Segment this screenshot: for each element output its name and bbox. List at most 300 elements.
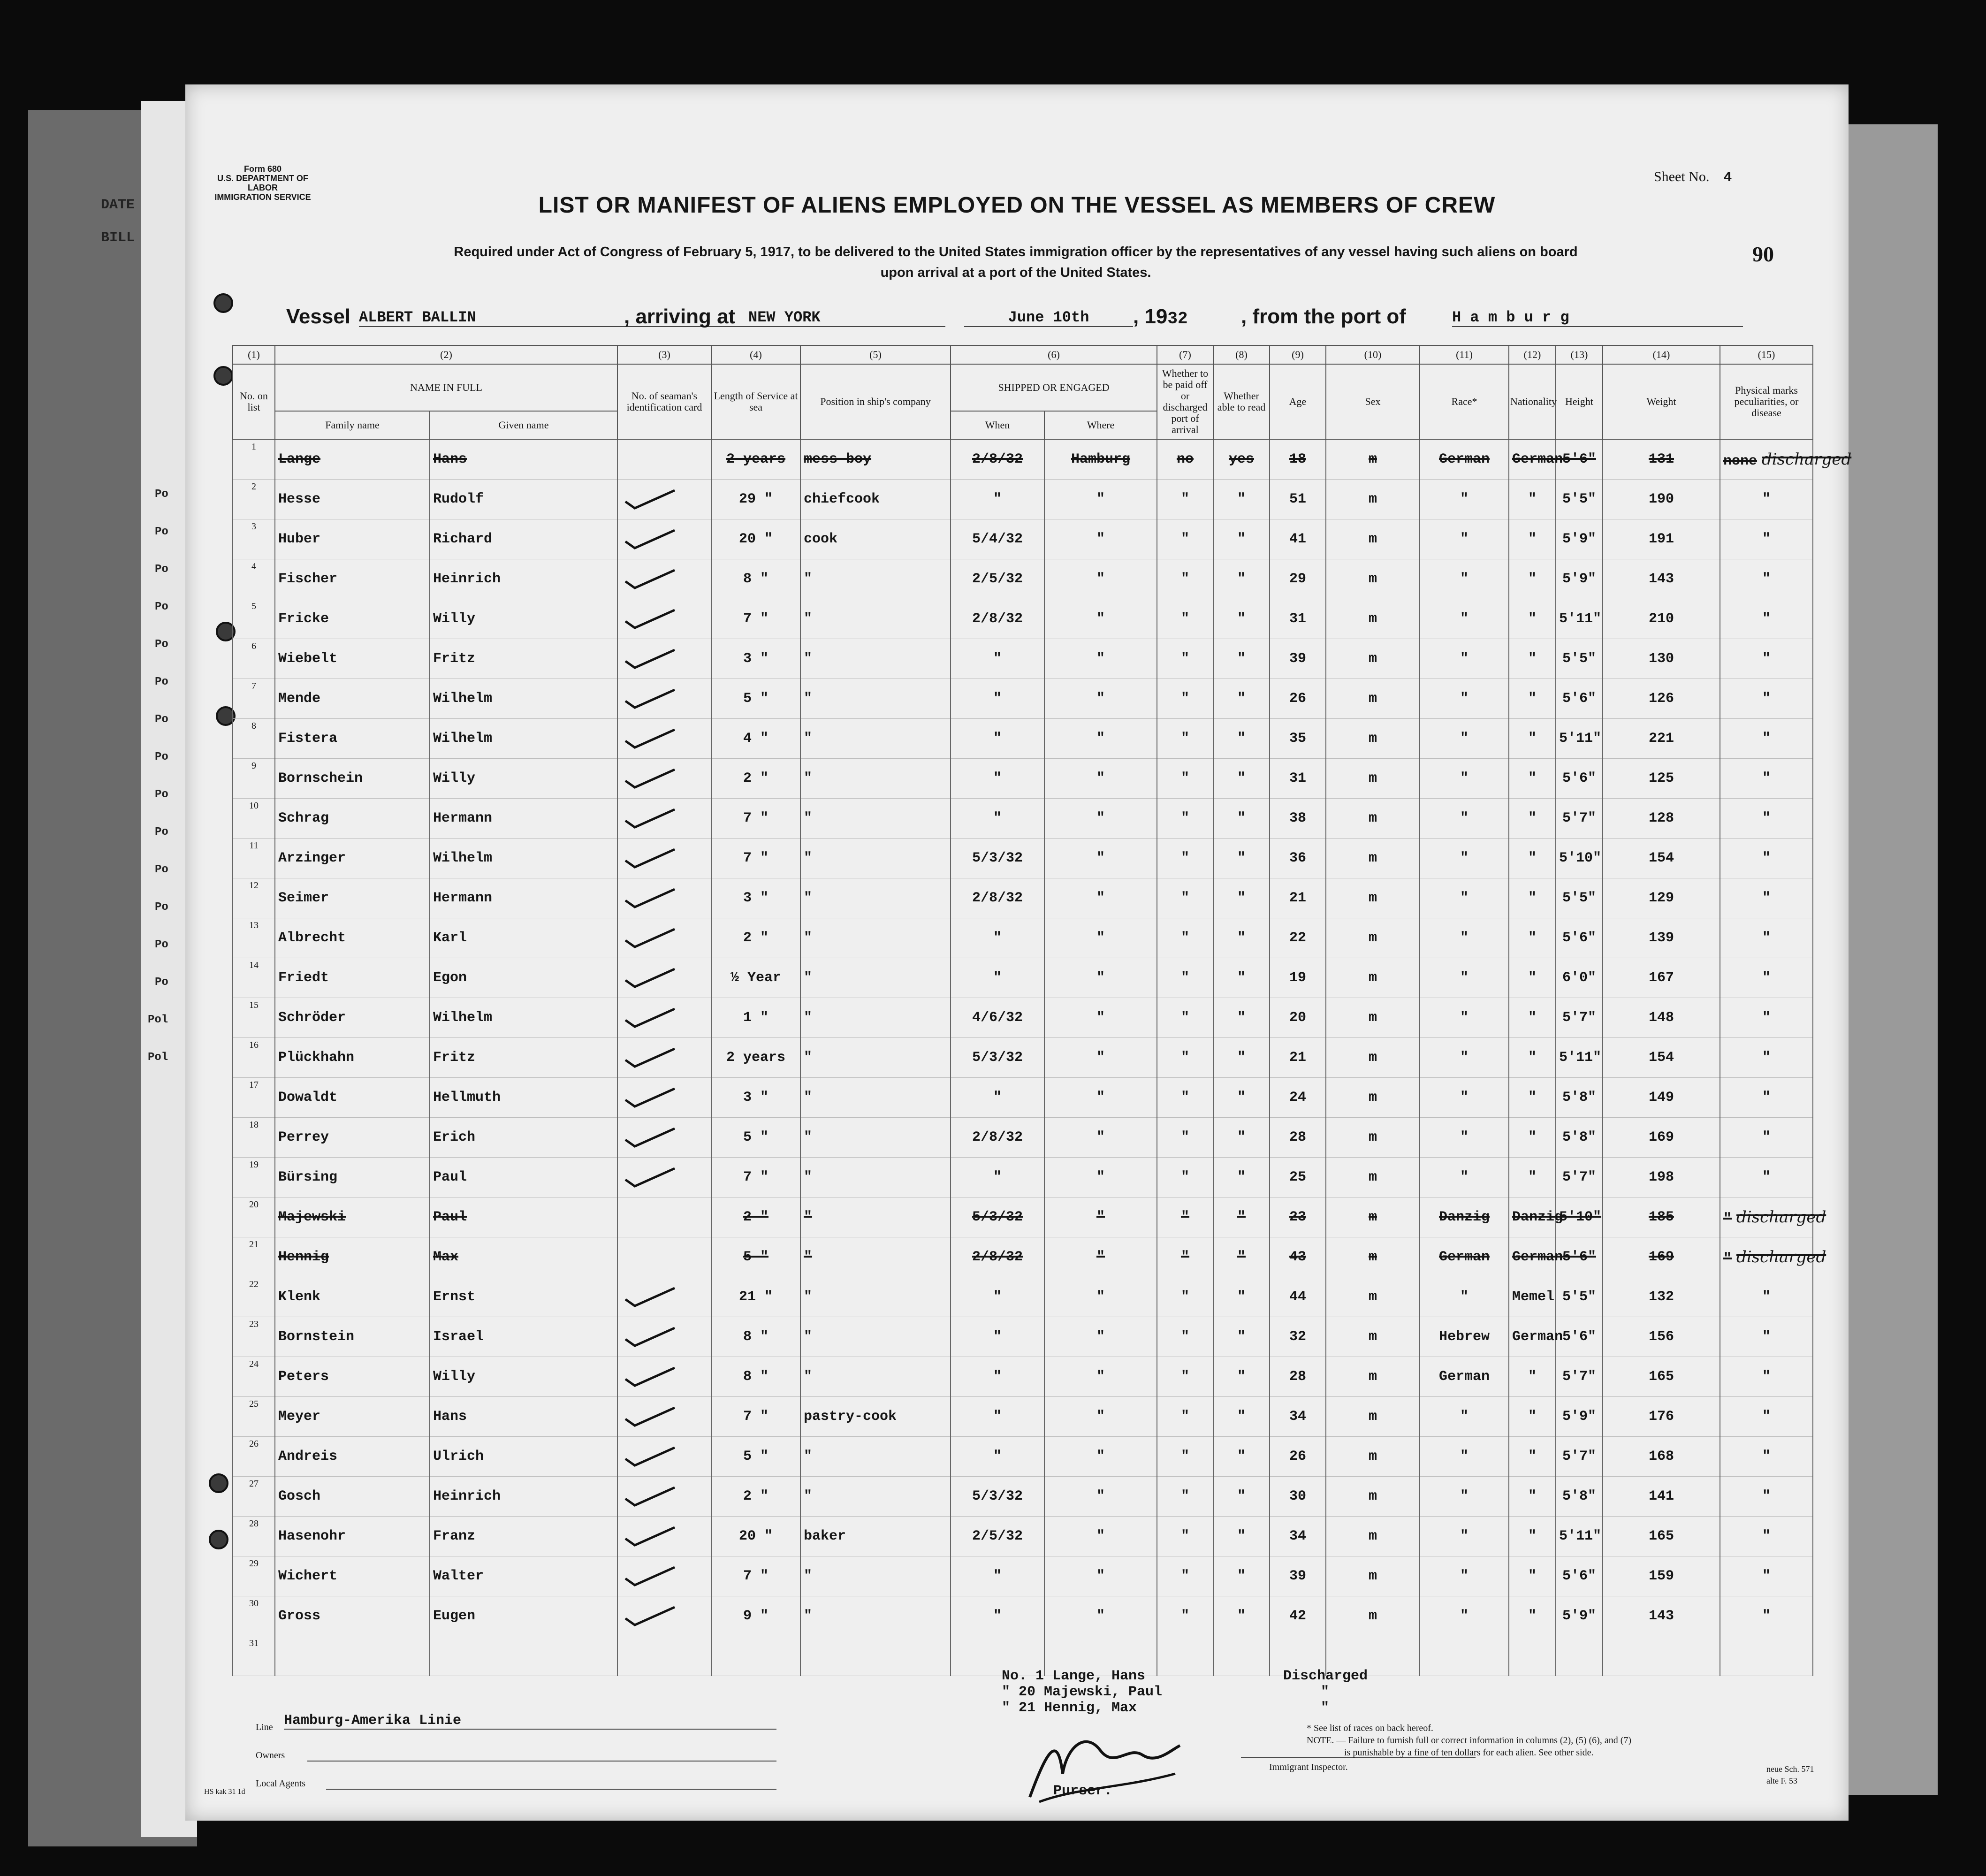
weight bbox=[1603, 799, 1720, 839]
paid-off bbox=[1157, 1556, 1213, 1596]
handwritten-note: discharged bbox=[1736, 1207, 1826, 1227]
seaman-id bbox=[617, 878, 711, 918]
paid-off bbox=[1157, 1477, 1213, 1517]
age-text: 51 bbox=[1289, 491, 1306, 507]
seaman-id bbox=[617, 1517, 711, 1556]
shipped-when-text: " bbox=[993, 651, 1002, 667]
race bbox=[1420, 1277, 1509, 1317]
checkmark-icon bbox=[621, 567, 677, 591]
margin-mark: Po bbox=[155, 976, 168, 989]
shipped-where-text: " bbox=[1096, 1169, 1105, 1185]
table-row bbox=[233, 719, 1813, 759]
row-number-text: 9 bbox=[251, 761, 256, 771]
height-text: 5'9" bbox=[1562, 571, 1596, 587]
position bbox=[800, 759, 951, 799]
nationality-text: " bbox=[1528, 1608, 1537, 1624]
family-name bbox=[275, 799, 430, 839]
shipped-when-text: 5/3/32 bbox=[972, 1050, 1023, 1066]
shipped-where bbox=[1044, 519, 1157, 559]
weight bbox=[1603, 1237, 1720, 1277]
weight bbox=[1603, 559, 1720, 599]
age bbox=[1270, 759, 1326, 799]
able-to-read-text: " bbox=[1237, 850, 1246, 866]
col-num: (10) bbox=[1326, 345, 1420, 364]
paid-off bbox=[1157, 799, 1213, 839]
ditto-mark: " bbox=[1321, 1700, 1330, 1716]
sex bbox=[1326, 1517, 1420, 1556]
row-number-text: 16 bbox=[249, 1040, 259, 1050]
weight-text: 128 bbox=[1648, 810, 1674, 826]
shipped-where bbox=[1044, 480, 1157, 519]
shipped-when bbox=[951, 1437, 1044, 1477]
shipped-where-text: " bbox=[1096, 491, 1105, 507]
physical-marks-text: " bbox=[1762, 651, 1771, 667]
given-name-text: Egon bbox=[433, 970, 467, 986]
given-name bbox=[430, 1397, 617, 1437]
sex-text: m bbox=[1368, 1568, 1377, 1584]
shipped-when-text: 2/8/32 bbox=[972, 611, 1023, 627]
height bbox=[1556, 1437, 1603, 1477]
able-to-read bbox=[1213, 1397, 1270, 1437]
row-number-text: 10 bbox=[249, 801, 259, 811]
nationality bbox=[1509, 1636, 1556, 1676]
manifest-sheet bbox=[185, 84, 1852, 1821]
col-num: (11) bbox=[1420, 345, 1509, 364]
arrival-port: NEW YORK bbox=[748, 309, 945, 327]
race-text: German bbox=[1438, 1249, 1490, 1265]
paid-off-text: " bbox=[1180, 691, 1189, 707]
family-name-text: Arzinger bbox=[278, 850, 346, 866]
family-name bbox=[275, 878, 430, 918]
nationality-text: " bbox=[1528, 1129, 1537, 1145]
able-to-read-text: " bbox=[1237, 491, 1246, 507]
able-to-read bbox=[1213, 559, 1270, 599]
shipped-when-text: " bbox=[993, 1090, 1002, 1106]
margin-mark: Po bbox=[155, 488, 168, 501]
age bbox=[1270, 439, 1326, 480]
seaman-id bbox=[617, 918, 711, 958]
shipped-where bbox=[1044, 1078, 1157, 1118]
seaman-id bbox=[617, 679, 711, 719]
age bbox=[1270, 1596, 1326, 1636]
physical-marks bbox=[1720, 639, 1813, 679]
service-length-text: 8 " bbox=[743, 1329, 769, 1345]
height-text: 5'7" bbox=[1562, 1449, 1596, 1464]
seaman-id bbox=[617, 1158, 711, 1197]
physical-marks bbox=[1720, 998, 1813, 1038]
shipped-where bbox=[1044, 599, 1157, 639]
physical-marks-text: " bbox=[1762, 1449, 1771, 1464]
given-name-text: Willy bbox=[433, 1369, 476, 1385]
service-length-text: 2 years bbox=[726, 451, 786, 467]
family-name bbox=[275, 639, 430, 679]
table-row bbox=[233, 1477, 1813, 1517]
sex bbox=[1326, 918, 1420, 958]
row-number-text: 19 bbox=[249, 1159, 259, 1170]
given-name-text: Hans bbox=[433, 1409, 467, 1425]
weight bbox=[1603, 1556, 1720, 1596]
height-text: 5'5" bbox=[1562, 1289, 1596, 1305]
height bbox=[1556, 1477, 1603, 1517]
table-row bbox=[233, 799, 1813, 839]
back-sheet-label-date: DATE bbox=[101, 197, 135, 213]
weight bbox=[1603, 918, 1720, 958]
department: U.S. DEPARTMENT OF LABOR bbox=[217, 174, 308, 192]
able-to-read bbox=[1213, 998, 1270, 1038]
seaman-id bbox=[617, 599, 711, 639]
age-text: 18 bbox=[1289, 451, 1306, 467]
paid-off-text: " bbox=[1180, 890, 1189, 906]
header-shipped: SHIPPED OR ENGAGED bbox=[951, 364, 1157, 411]
race-text: " bbox=[1460, 651, 1469, 667]
physical-marks-text: " bbox=[1762, 1129, 1771, 1145]
nationality bbox=[1509, 958, 1556, 998]
paid-off bbox=[1157, 1437, 1213, 1477]
race bbox=[1420, 439, 1509, 480]
agents-label: Local Agents bbox=[256, 1778, 306, 1789]
nationality bbox=[1509, 1038, 1556, 1078]
row-number bbox=[233, 519, 275, 559]
discharged-label bbox=[1283, 1668, 1368, 1716]
family-name-text: Andreis bbox=[278, 1449, 338, 1464]
given-name bbox=[430, 998, 617, 1038]
given-name bbox=[430, 1437, 617, 1477]
shipped-where bbox=[1044, 719, 1157, 759]
age-text: 39 bbox=[1289, 651, 1306, 667]
able-to-read-text: " bbox=[1237, 1488, 1246, 1504]
row-number-text: 30 bbox=[249, 1598, 259, 1609]
age bbox=[1270, 839, 1326, 878]
paid-off-text: " bbox=[1180, 1289, 1189, 1305]
service-length-text: ½ Year bbox=[730, 970, 782, 986]
position-text: " bbox=[804, 1449, 813, 1464]
race bbox=[1420, 878, 1509, 918]
weight bbox=[1603, 998, 1720, 1038]
table-row bbox=[233, 1517, 1813, 1556]
race-text: " bbox=[1460, 1528, 1469, 1544]
position-text: " bbox=[804, 1289, 813, 1305]
race bbox=[1420, 1477, 1509, 1517]
row-number bbox=[233, 1437, 275, 1477]
age bbox=[1270, 1317, 1326, 1357]
able-to-read bbox=[1213, 1357, 1270, 1397]
nationality bbox=[1509, 439, 1563, 480]
row-number-text: 21 bbox=[249, 1239, 259, 1250]
height-text: 5'6" bbox=[1562, 1329, 1596, 1345]
physical-marks bbox=[1720, 480, 1813, 519]
service-length bbox=[711, 1038, 800, 1078]
position bbox=[800, 918, 951, 958]
row-number bbox=[233, 1477, 275, 1517]
header-sex: Sex bbox=[1326, 364, 1420, 439]
height bbox=[1556, 799, 1603, 839]
nationality bbox=[1509, 839, 1556, 878]
race bbox=[1420, 839, 1509, 878]
margin-mark: Po bbox=[155, 526, 168, 538]
physical-marks-text: " bbox=[1762, 1090, 1771, 1106]
race bbox=[1420, 719, 1509, 759]
race-text: " bbox=[1460, 1289, 1469, 1305]
physical-marks-text: " bbox=[1762, 531, 1771, 547]
age bbox=[1270, 878, 1326, 918]
table-row bbox=[233, 519, 1813, 559]
service-length-text: 5 " bbox=[743, 1129, 769, 1145]
checkmark-icon bbox=[621, 1166, 677, 1189]
col-num: (3) bbox=[617, 345, 711, 364]
given-name-text: Paul bbox=[433, 1169, 467, 1185]
family-name-text: Gross bbox=[278, 1608, 321, 1624]
service-length-text: 5 " bbox=[743, 1449, 769, 1464]
sex-text: m bbox=[1368, 571, 1377, 587]
shipped-when-text: " bbox=[993, 970, 1002, 986]
height bbox=[1556, 559, 1603, 599]
race bbox=[1420, 1237, 1509, 1277]
height bbox=[1556, 679, 1603, 719]
shipped-when bbox=[951, 1158, 1044, 1197]
family-name-text: Peters bbox=[278, 1369, 329, 1385]
row-number bbox=[233, 878, 275, 918]
race bbox=[1420, 1118, 1509, 1158]
printer-code: HS kak 31 1d bbox=[204, 1788, 245, 1796]
checkmark-icon bbox=[621, 527, 677, 551]
nationality bbox=[1509, 599, 1556, 639]
margin-mark: Po bbox=[155, 788, 168, 801]
row-number-text: 28 bbox=[249, 1518, 259, 1529]
sex-text: m bbox=[1368, 810, 1377, 826]
race bbox=[1420, 1357, 1509, 1397]
seaman-id bbox=[617, 1038, 711, 1078]
race bbox=[1420, 799, 1509, 839]
shipped-where bbox=[1044, 759, 1157, 799]
row-number-text: 13 bbox=[249, 920, 259, 930]
shipped-where bbox=[1044, 559, 1157, 599]
margin-mark: Po bbox=[155, 826, 168, 839]
family-name bbox=[275, 918, 430, 958]
able-to-read bbox=[1213, 1437, 1270, 1477]
able-to-read-text: " bbox=[1237, 770, 1246, 786]
agents-line bbox=[326, 1789, 776, 1790]
sheet-value: 4 bbox=[1723, 170, 1732, 186]
shipped-when bbox=[951, 1197, 1044, 1237]
sex-text: m bbox=[1368, 1090, 1377, 1106]
able-to-read bbox=[1213, 439, 1270, 480]
given-name-text: Hellmuth bbox=[433, 1090, 501, 1106]
weight bbox=[1603, 1596, 1720, 1636]
family-name-text: Huber bbox=[278, 531, 321, 547]
form-number: Form 680 bbox=[243, 164, 282, 174]
age bbox=[1270, 1078, 1326, 1118]
position-text: " bbox=[804, 1050, 813, 1066]
position-text: " bbox=[804, 1249, 813, 1265]
able-to-read-text: " bbox=[1237, 1449, 1246, 1464]
service-length bbox=[711, 679, 800, 719]
height-text: 5'8" bbox=[1562, 1129, 1596, 1145]
row-number bbox=[233, 759, 275, 799]
discharge-entry: " 21 Hennig, Max bbox=[1002, 1700, 1137, 1716]
family-name-text: Hasenohr bbox=[278, 1528, 346, 1544]
margin-mark: Pol bbox=[148, 1051, 168, 1064]
age-text: 32 bbox=[1289, 1329, 1306, 1345]
physical-marks bbox=[1720, 1277, 1813, 1317]
checkmark-icon bbox=[621, 1086, 677, 1109]
weight bbox=[1603, 759, 1720, 799]
family-name bbox=[275, 839, 430, 878]
shipped-when bbox=[951, 439, 1044, 480]
able-to-read-text: " bbox=[1237, 571, 1246, 587]
nationality bbox=[1509, 759, 1556, 799]
header-race: Race* bbox=[1420, 364, 1509, 439]
col-num: (4) bbox=[711, 345, 800, 364]
able-to-read-text: " bbox=[1237, 970, 1246, 986]
shipped-when bbox=[951, 599, 1044, 639]
checkmark-icon bbox=[621, 807, 677, 830]
paid-off-text: " bbox=[1180, 1488, 1189, 1504]
row-number bbox=[233, 1038, 275, 1078]
age-text: 23 bbox=[1289, 1209, 1306, 1225]
service-length bbox=[711, 1237, 800, 1277]
position bbox=[800, 998, 951, 1038]
sex-text: m bbox=[1368, 1289, 1377, 1305]
sex bbox=[1326, 998, 1420, 1038]
given-name-text: Paul bbox=[433, 1209, 467, 1225]
table-row bbox=[233, 1437, 1813, 1477]
row-number-text: 24 bbox=[249, 1359, 259, 1369]
given-name bbox=[430, 599, 617, 639]
position bbox=[800, 1477, 951, 1517]
paid-off bbox=[1157, 599, 1213, 639]
service-length-text: 20 " bbox=[738, 531, 773, 547]
sex-text: m bbox=[1368, 930, 1377, 946]
nationality bbox=[1509, 719, 1556, 759]
race-text: " bbox=[1460, 1050, 1469, 1066]
physical-marks-text: " bbox=[1762, 890, 1771, 906]
family-name-text: Dowaldt bbox=[278, 1090, 338, 1106]
shipped-where bbox=[1044, 918, 1157, 958]
position bbox=[800, 639, 951, 679]
shipped-where-text: " bbox=[1096, 970, 1105, 986]
family-name-text: Bornstein bbox=[278, 1329, 355, 1345]
able-to-read bbox=[1213, 839, 1270, 878]
paid-off-text: " bbox=[1180, 1568, 1189, 1584]
paid-off bbox=[1157, 998, 1213, 1038]
family-name bbox=[275, 1237, 430, 1277]
margin-mark: Po bbox=[155, 638, 168, 651]
from-label: , from the port of bbox=[1241, 305, 1406, 328]
shipped-when-text: " bbox=[993, 1289, 1002, 1305]
service: IMMIGRATION SERVICE bbox=[214, 192, 311, 202]
row-number bbox=[233, 1357, 275, 1397]
page-number: 90 bbox=[1752, 242, 1774, 266]
given-name bbox=[430, 1118, 617, 1158]
position bbox=[800, 878, 951, 918]
family-name bbox=[275, 679, 430, 719]
family-name bbox=[275, 1078, 430, 1118]
given-name-text: Willy bbox=[433, 611, 476, 627]
sex bbox=[1326, 679, 1420, 719]
height-text: 5'10" bbox=[1559, 850, 1602, 866]
nationality bbox=[1509, 1397, 1556, 1437]
sex-text: m bbox=[1368, 1369, 1377, 1385]
position bbox=[800, 559, 951, 599]
age-text: 21 bbox=[1289, 890, 1306, 906]
paid-off-text: " bbox=[1180, 491, 1189, 507]
header-weight: Weight bbox=[1603, 364, 1720, 439]
shipped-where bbox=[1044, 1477, 1157, 1517]
nationality bbox=[1509, 1556, 1556, 1596]
height bbox=[1556, 719, 1603, 759]
service-length-text: 7 " bbox=[743, 611, 769, 627]
shipped-when bbox=[951, 998, 1044, 1038]
header-able-read: Whether able to read bbox=[1213, 364, 1270, 439]
paid-off-text: " bbox=[1180, 770, 1189, 786]
family-name bbox=[275, 719, 430, 759]
nationality-text: " bbox=[1528, 970, 1537, 986]
weight bbox=[1603, 1158, 1720, 1197]
checkmark-icon bbox=[621, 1564, 677, 1588]
nationality bbox=[1509, 1317, 1563, 1357]
shipped-when-text: " bbox=[993, 731, 1002, 747]
able-to-read-text: " bbox=[1237, 1528, 1246, 1544]
physical-marks bbox=[1720, 1477, 1813, 1517]
punch-hole-icon bbox=[213, 366, 233, 386]
paid-off bbox=[1157, 1277, 1213, 1317]
paid-off bbox=[1157, 1397, 1213, 1437]
paid-off-text: " bbox=[1180, 1249, 1189, 1265]
sex-text: m bbox=[1368, 1608, 1377, 1624]
checkmark-icon bbox=[621, 647, 677, 671]
height-text: 5'8" bbox=[1562, 1090, 1596, 1106]
service-length-text: 2 " bbox=[743, 930, 769, 946]
height-text: 5'6" bbox=[1562, 930, 1596, 946]
able-to-read-text: " bbox=[1237, 1249, 1246, 1265]
shipped-when bbox=[951, 958, 1044, 998]
family-name-text: Perrey bbox=[278, 1129, 329, 1145]
age bbox=[1270, 1038, 1326, 1078]
race bbox=[1420, 998, 1509, 1038]
paid-off bbox=[1157, 1596, 1213, 1636]
given-name bbox=[430, 1197, 617, 1237]
age-text: 26 bbox=[1289, 691, 1306, 707]
checkmark-icon bbox=[621, 966, 677, 990]
shipped-when bbox=[951, 719, 1044, 759]
physical-marks bbox=[1720, 1636, 1813, 1676]
sex bbox=[1326, 439, 1420, 480]
note-line-2: is punishable by a fine of ten dollars for each alien. See other side. bbox=[1344, 1747, 1594, 1758]
shipped-when-text: 2/5/32 bbox=[972, 571, 1023, 587]
paid-off-text: " bbox=[1180, 1090, 1189, 1106]
weight-text: 169 bbox=[1648, 1129, 1674, 1145]
row-number-text: 20 bbox=[249, 1199, 259, 1210]
physical-marks-text: " bbox=[1762, 970, 1771, 986]
age-text: 20 bbox=[1289, 1010, 1306, 1026]
age bbox=[1270, 559, 1326, 599]
weight-text: 125 bbox=[1648, 770, 1674, 786]
seaman-id bbox=[617, 1397, 711, 1437]
table-row bbox=[233, 759, 1813, 799]
nationality bbox=[1509, 1517, 1556, 1556]
service-length-text: 2 " bbox=[743, 770, 769, 786]
able-to-read bbox=[1213, 1277, 1270, 1317]
shipped-where bbox=[1044, 839, 1157, 878]
given-name-text: Rudolf bbox=[433, 491, 484, 507]
given-name-text: Hans bbox=[433, 451, 467, 467]
family-name bbox=[275, 1596, 430, 1636]
family-name bbox=[275, 1477, 430, 1517]
punch-hole-icon bbox=[209, 1473, 228, 1493]
physical-marks-text: " bbox=[1723, 1211, 1732, 1227]
given-name bbox=[430, 1556, 617, 1596]
race-text: " bbox=[1460, 571, 1469, 587]
